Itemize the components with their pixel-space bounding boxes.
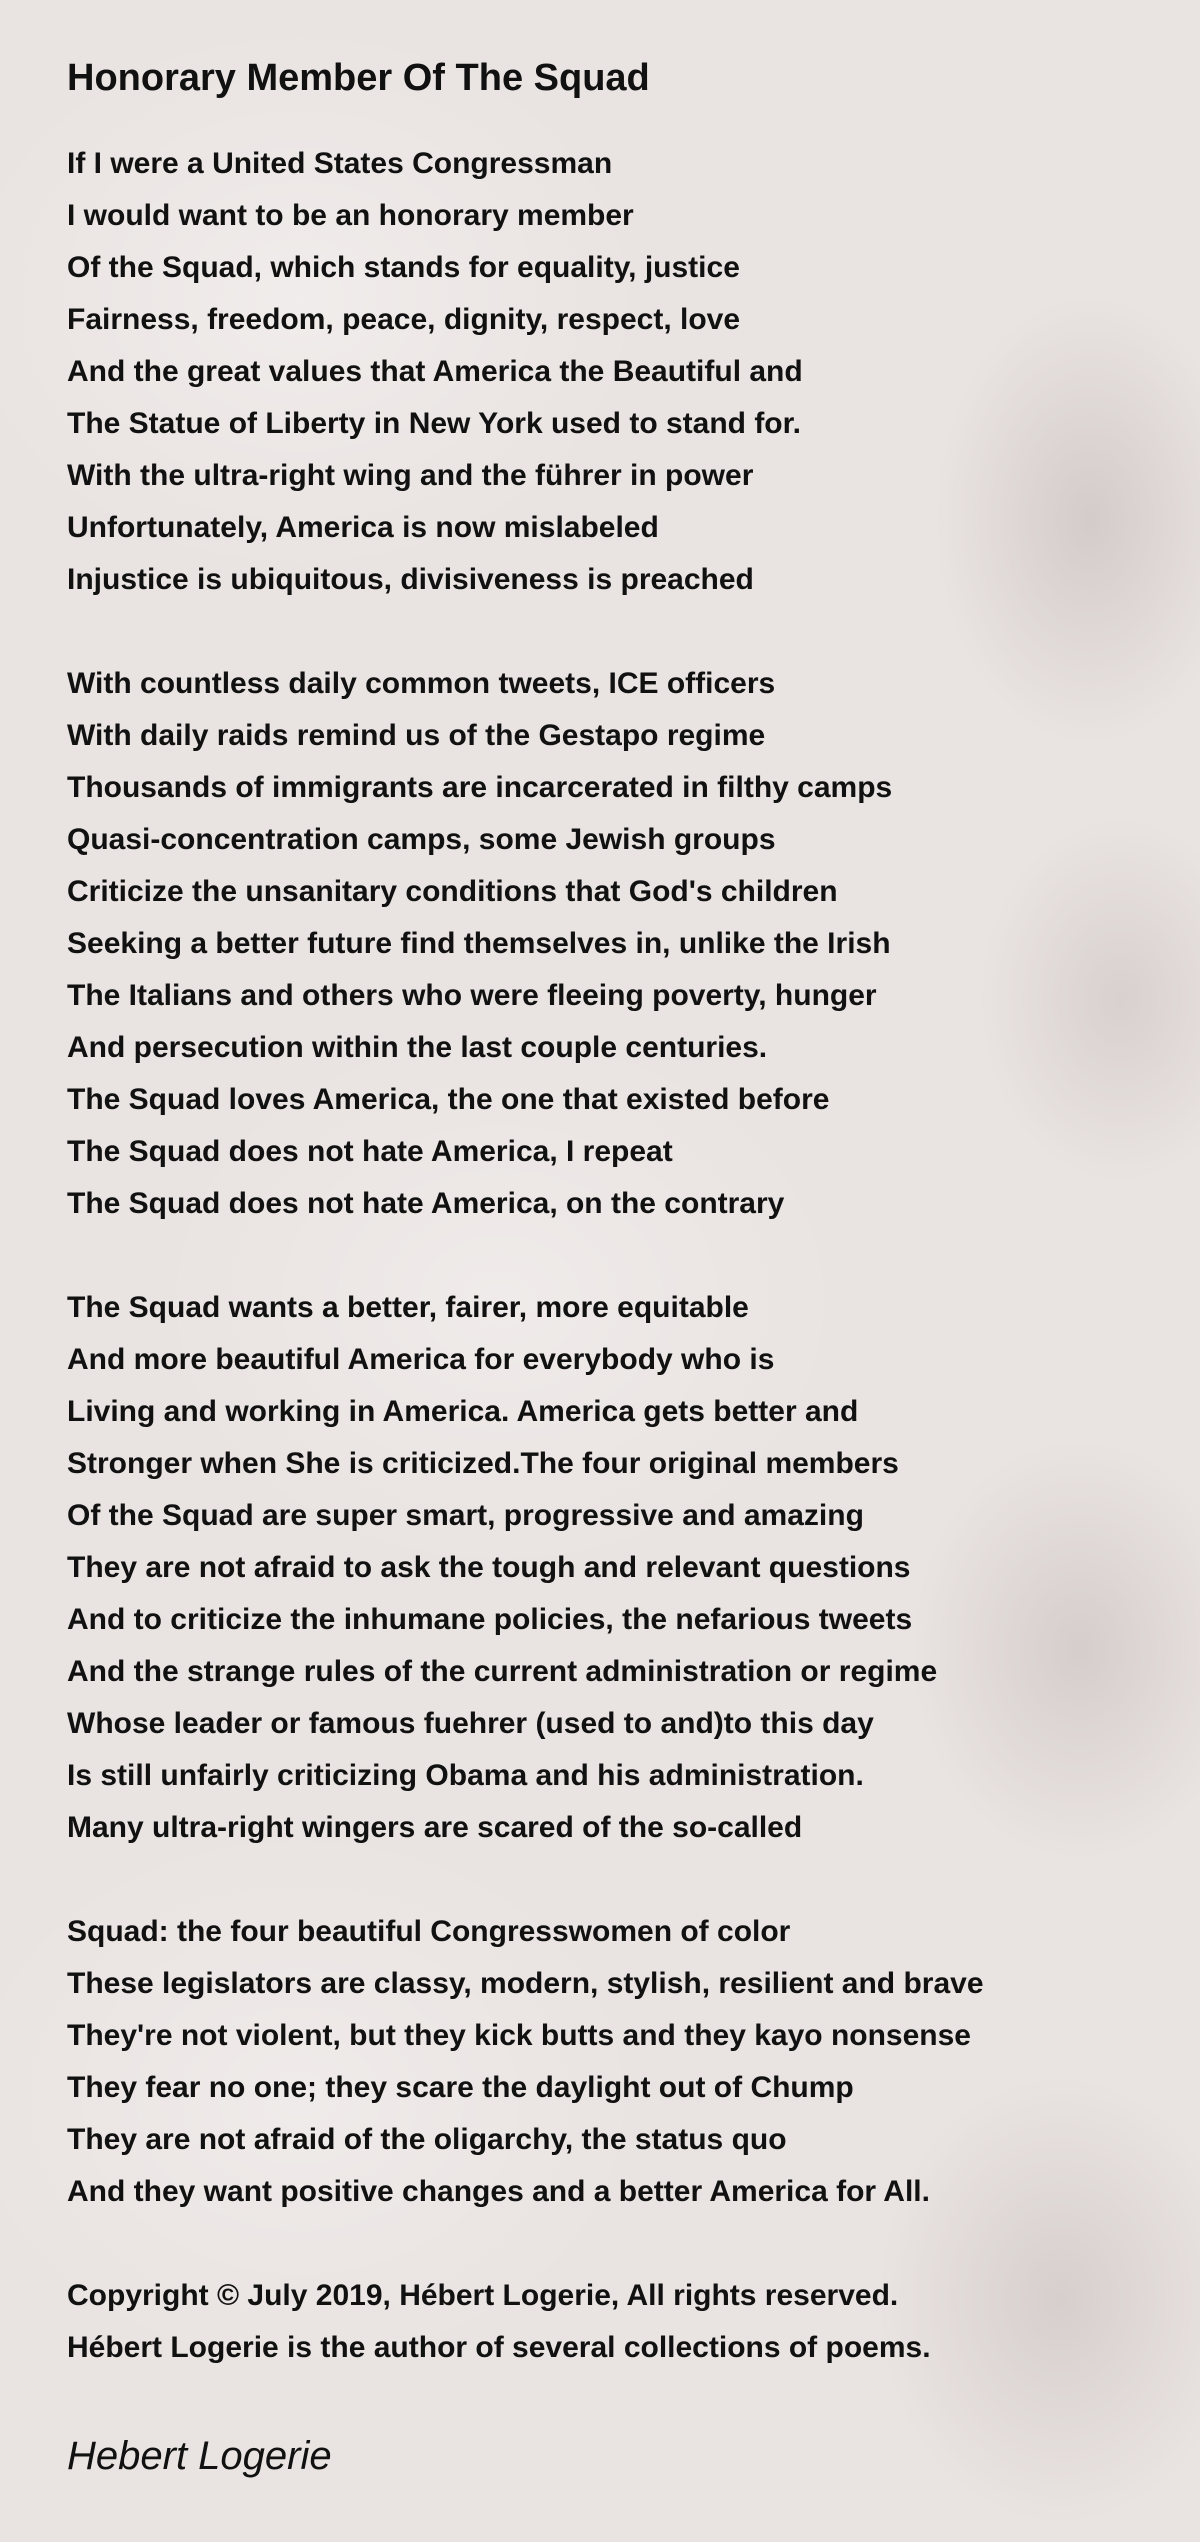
poem-line: The Squad wants a better, fairer, more equitable (67, 1291, 749, 1324)
poem-line: And to criticize the inhumane policies, the nefarious tweets (67, 1603, 913, 1636)
stanza-1 (67, 138, 1167, 606)
copyright-line: Copyright © July 2019, Hébert Logerie, All rights reserved. (67, 2279, 899, 2312)
stanza-3 (67, 1282, 1167, 1854)
poem-line: If I were a United States Congressman (67, 147, 613, 180)
poem-line: And they want positive changes and a better America for All. (67, 2175, 930, 2208)
copyright-stanza (67, 2270, 1167, 2374)
poem-line: I would want to be an honorary member (67, 199, 634, 232)
poem-line: They are not afraid to ask the tough and relevant questions (67, 1551, 911, 1584)
poem-line: Criticize the unsanitary conditions that God's children (67, 875, 838, 908)
poem-line: Living and working in America. America gets better and (67, 1395, 859, 1428)
poem-line: Is still unfairly criticizing Obama and his administration. (67, 1759, 864, 1792)
poem-line: With the ultra-right wing and the führer in power (67, 459, 754, 492)
poem-line: They fear no one; they scare the daylight out of Chump (67, 2071, 854, 2104)
poem-line: And the strange rules of the current administration or regime (67, 1655, 938, 1688)
stanza-2 (67, 658, 1167, 1230)
poem-line: They're not violent, but they kick butts and they kayo nonsense (67, 2019, 971, 2052)
poem-line: The Italians and others who were fleeing poverty, hunger (67, 979, 877, 1012)
poem-line: Unfortunately, America is now mislabeled (67, 511, 659, 544)
poem-line: Fairness, freedom, peace, dignity, respect, love (67, 303, 741, 336)
poem-line: These legislators are classy, modern, stylish, resilient and brave (67, 1967, 984, 2000)
poem-line: Stronger when She is criticized.The four original members (67, 1447, 899, 1480)
poem-line: And more beautiful America for everybody who is (67, 1343, 775, 1376)
poem-line: And the great values that America the Beautiful and (67, 355, 803, 388)
poem-line: Squad: the four beautiful Congresswomen of color (67, 1915, 791, 1948)
poem-line: The Squad loves America, the one that existed before (67, 1083, 830, 1116)
poem-line: And persecution within the last couple centuries. (67, 1031, 768, 1064)
author-bio-line: Hébert Logerie is the author of several collections of poems. (67, 2331, 931, 2364)
poem-line: Seeking a better future find themselves in, unlike the Irish (67, 927, 891, 960)
poem-line: Thousands of immigrants are incarcerated in filthy camps (67, 771, 893, 804)
poem-line: The Squad does not hate America, I repeat (67, 1135, 673, 1168)
poem-title: Honorary Member Of The Squad (67, 57, 650, 99)
poem-line: Whose leader or famous fuehrer (used to and)to this day (67, 1707, 874, 1740)
poem-line: Quasi-concentration camps, some Jewish groups (67, 823, 776, 856)
poem-line: The Statue of Liberty in New York used to stand for. (67, 407, 801, 440)
stanza-4 (67, 1906, 1167, 2218)
poem-line: They are not afraid of the oligarchy, the status quo (67, 2123, 787, 2156)
poem-line: Injustice is ubiquitous, divisiveness is preached (67, 563, 754, 596)
poem-line: Of the Squad, which stands for equality, justice (67, 251, 740, 284)
poem-line: Of the Squad are super smart, progressive and amazing (67, 1499, 864, 1532)
poem-line: The Squad does not hate America, on the contrary (67, 1187, 785, 1220)
poem-line: With countless daily common tweets, ICE officers (67, 667, 776, 700)
poem-line: With daily raids remind us of the Gestapo regime (67, 719, 766, 752)
poem-container (67, 48, 1167, 2486)
poem-line: Many ultra-right wingers are scared of the so-called (67, 1811, 803, 1844)
author-signature: Hebert Logerie (67, 2434, 332, 2478)
